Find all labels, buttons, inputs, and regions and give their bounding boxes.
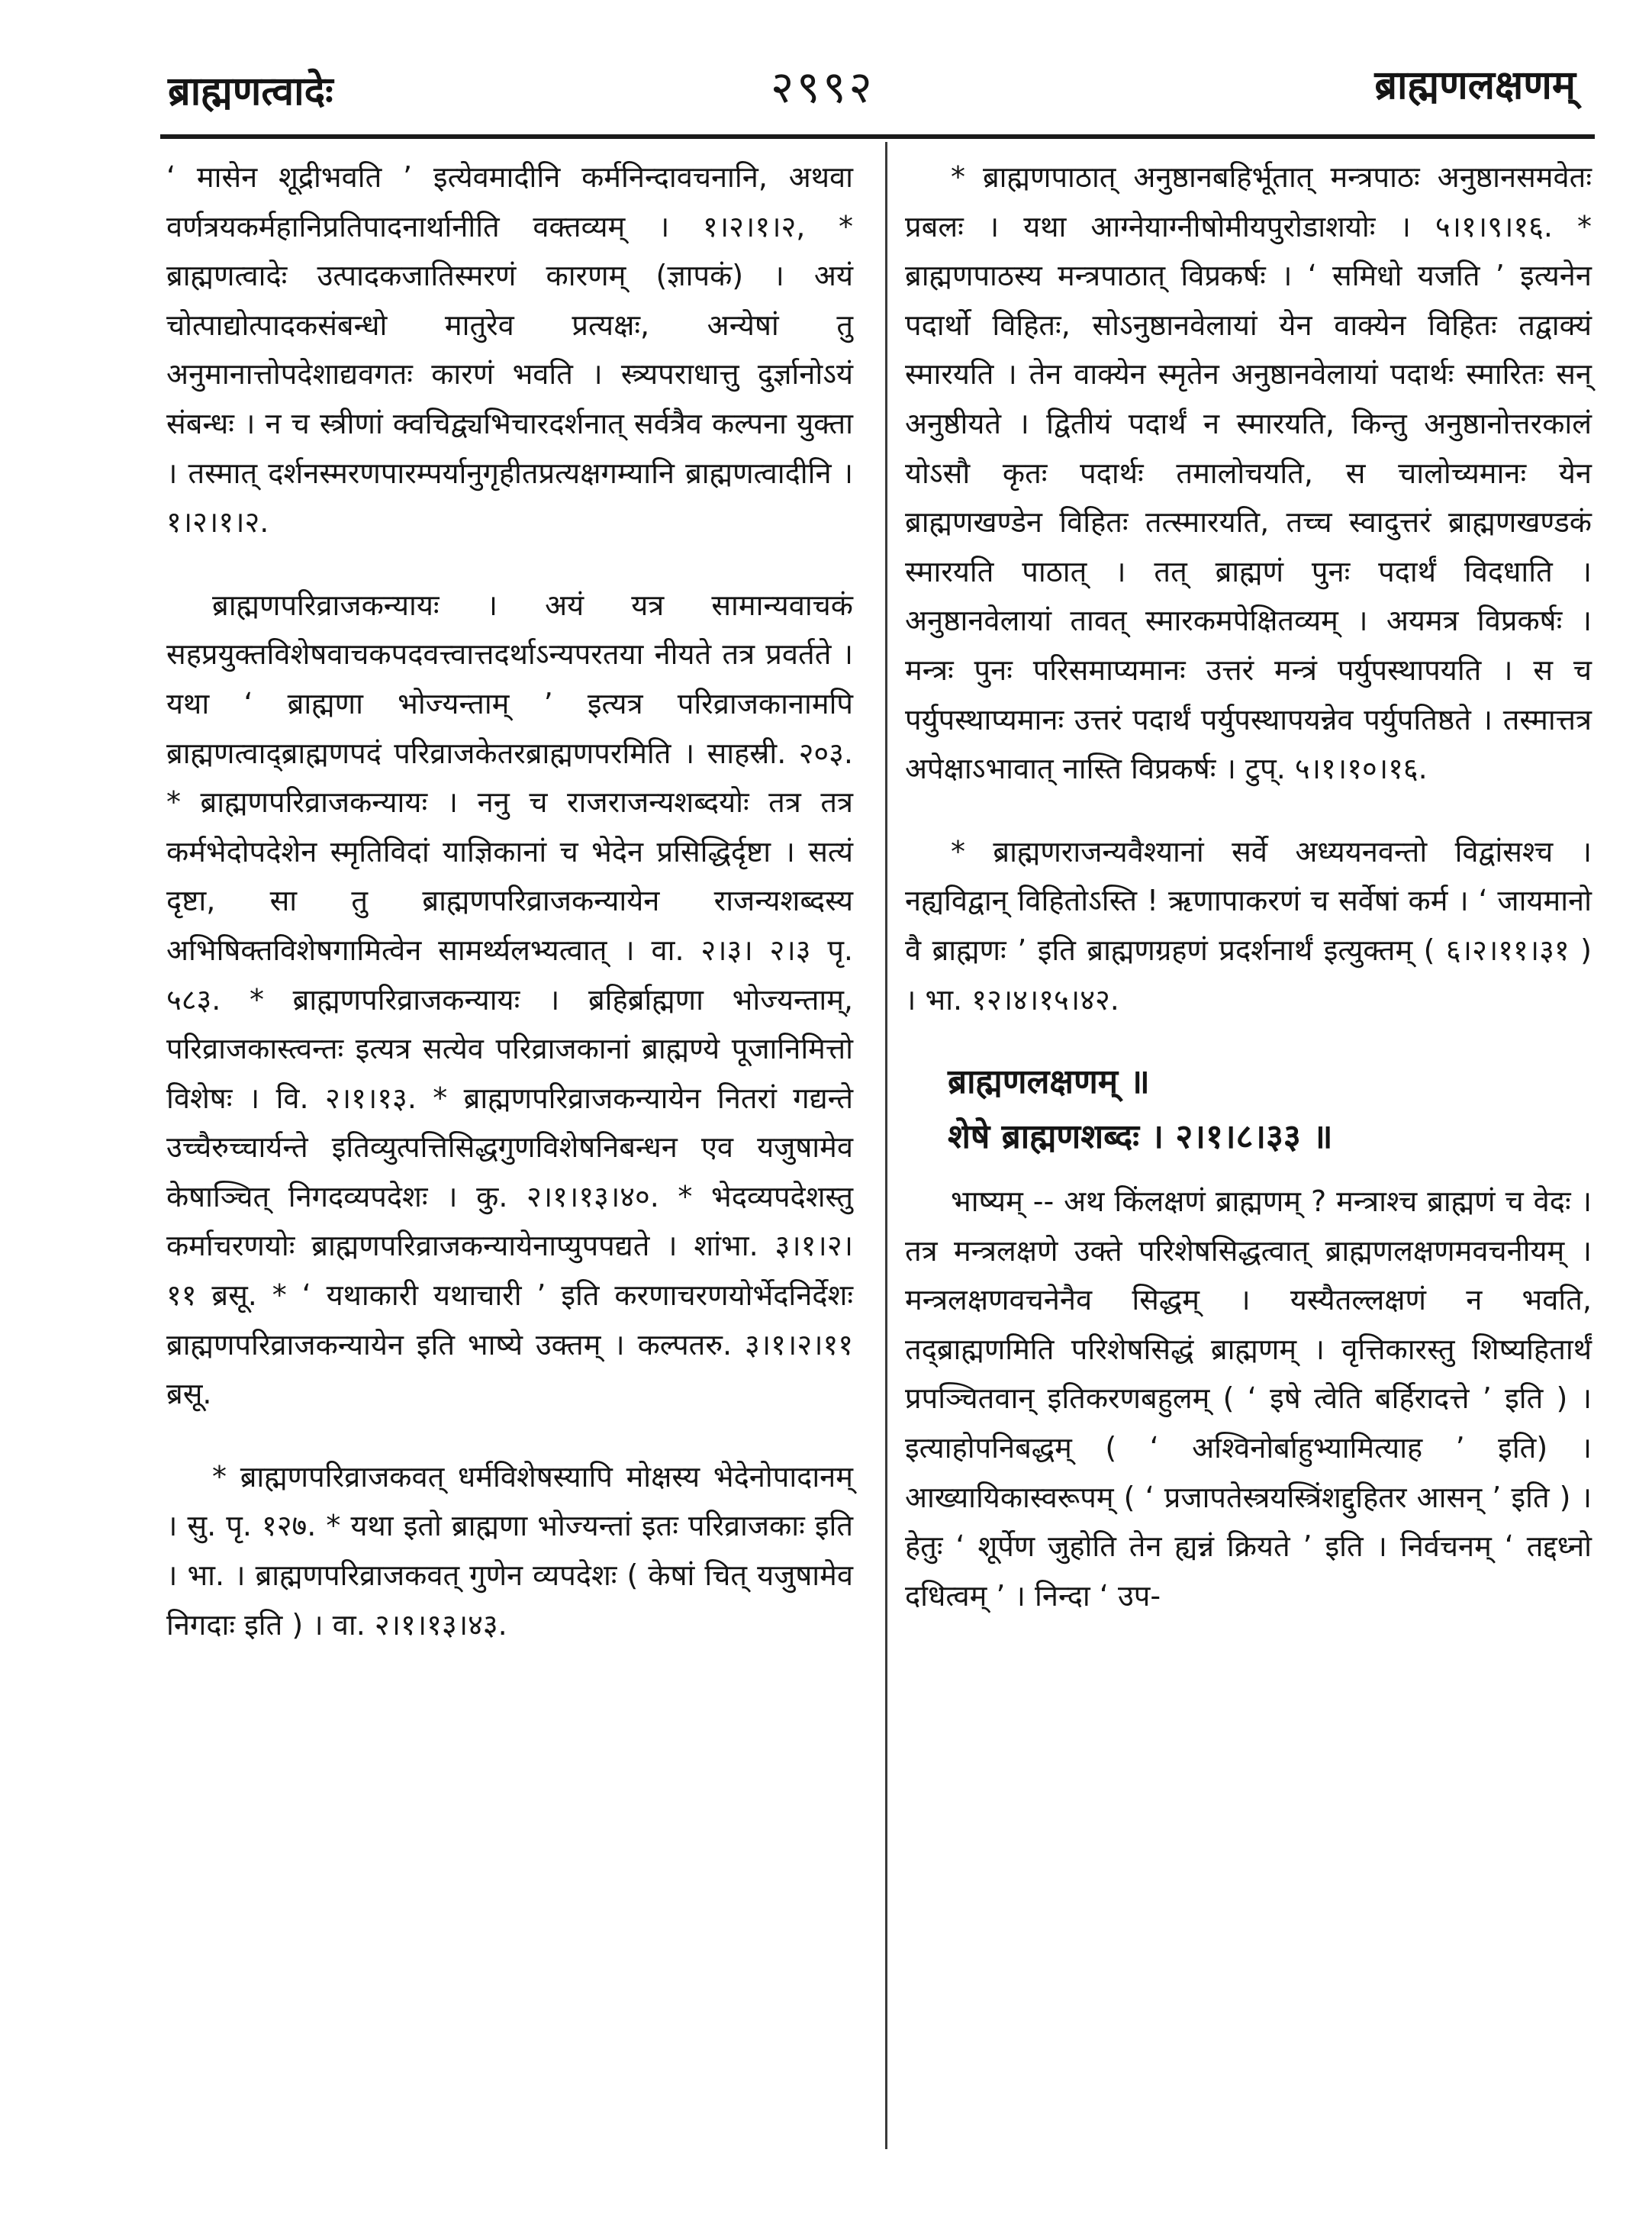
right-column bbox=[905, 153, 1592, 1620]
column-divider bbox=[885, 142, 887, 2149]
entry-brahmana-parivrajaka-nyaya: ब्राह्मणपरिव्राजकन्यायः । अयं यत्र सामान्यवाचकं सहप्रयुक्तविशेषवाचकपदवत्त्वात्तदर्थाऽन्यपरतया नीयते तत्र प्रवर्तते । यथा ‘ ब्राह्मणा भोज्यन्ताम् ’ इत्यत्र परिव्राजकानामपि ब्राह्मणत्वाद्ब्राह्मणपदं परिव्राजकेतरब्राह्मणपरमिति । साहस्री. २०३. * ब्राह्मणपरिव्राजकन्यायः । ननु च राजराजन्यशब्दयोः तत्र तत्र कर्मभेदोपदेशेन स्मृतिविदां याज्ञिकानां च भेदेन प्रसिद्धिर्दृष्टा । सत्यं दृष्टा, सा तु ब्राह्मणपरिव्राजकन्यायेन राजन्यशब्दस्य अभिषिक्तविशेषगामित्वेन सामर्थ्यलभ्यत्वात् । वा. २।३। २।३ पृ. ५८३. * ब्राह्मणपरिव्राजकन्यायः । ब्रहिर्ब्राह्मणा भोज्यन्ताम्, परिव्राजकास्त्वन्तः इत्यत्र सत्येव परिव्राजकानां ब्राह्मण्ये पूजानिमित्तो विशेषः । वि. २।१।१३. * ब्राह्मणपरिव्राजकन्यायेन नितरां गद्यन्ते उच्चैरुच्चार्यन्ते इतिव्युत्पत्तिसिद्धगुणविशेषनिबन्धन एव यजुषामेव केषाञ्चित् निगदव्यपदेशः । कु. २।१।१३।४०. * भेदव्यपदेशस्तु कर्माचरणयोः ब्राह्मणपरिव्राजकन्यायेनाप्युपपद्यते । शांभा. ३।१।२।११ ब्रसू. * ‘ यथाकारी यथाचारी ’ इति करणाचरणयोर्भेदनिर्देशः ब्राह्मणपरिव्राजकन्यायेन इति भाष्ये उक्तम् । कल्पतरु. ३।१।२।११ ब्रसू. bbox=[166, 588, 853, 1411]
bhashya-text: भाष्यम् -- अथ किंलक्षणं ब्राह्मणम् ? मन्त्राश्च ब्राह्मणं च वेदः । तत्र मन्त्रलक्षणे उक्ते परिशेषसिद्धत्वात् ब्राह्मणलक्षणमवचनीयम् । मन्त्रलक्षणवचनेनैव सिद्धम् । यस्यैतल्लक्षणं न भवति, तद्ब्राह्मणमिति परिशेषसिद्धं ब्राह्मणम् । वृत्तिकारस्तु शिष्यहितार्थं प्रपञ्चितवान् इतिकरणबहुलम् ( ‘ इषे त्वेति बर्हिरादत्ते ’ इति ) । इत्याहोपनिबद्धम् ( ‘ अश्विनोर्बाहुभ्यामित्याह ’ इति) । आख्यायिकास्वरूपम् ( ‘ प्रजापतेस्त्रयस्त्रिंशद्दुहितर आसन् ’ इति ) । हेतुः ‘ शूर्पेण जुहोति तेन ह्यन्नं क्रियते ’ इति । निर्वचनम् ‘ तद्दध्नो दधित्वम् ’ । निन्दा ‘ उप- bbox=[905, 1184, 1592, 1613]
running-head-left: ब्राह्मणत्वादेः bbox=[168, 69, 333, 114]
entry-brahmana-rajanya-vaishya: * ब्राह्मणराजन्यवैश्यानां सर्वे अध्ययनवन्तो विद्वांसश्च । नह्यविद्वान् विहितोऽस्ति ! ऋणापाकरणं च सर्वेषां कर्म । ‘ जायमानो वै ब्राह्मणः ’ इति ब्राह्मणग्रहणं प्रदर्शनार्थं इत्युक्तम् ( ६।२।११।३१ ) । भा. १२।४।१५।४२. bbox=[905, 834, 1592, 1017]
running-head-right: ब्राह्मणलक्षणम् bbox=[1374, 63, 1576, 108]
section-heading-brahmana-lakshanam: ब्राह्मणलक्षणम् ॥ bbox=[948, 1062, 1150, 1102]
left-column bbox=[166, 153, 853, 1649]
page-header bbox=[0, 0, 1652, 145]
entry-brahmanatvade: ‘ मासेन शूद्रीभवति ’ इत्येवमादीनि कर्मनिन्दावचनानि, अथवा वर्णत्रयकर्महानिप्रतिपादनार्थानीति वक्तव्यम् । १।२।१।२, * ब्राह्मणत्वादेः उत्पादकजातिस्मरणं कारणम् (ज्ञापकं) । अयं चोत्पाद्योत्पादकसंबन्धो मातुरेव प्रत्यक्षः, अन्येषां तु अनुमानात्तोपदेशाद्यवगतः कारणं भवति । स्त्र्यपराधात्तु दुर्ज्ञानोऽयं संबन्धः । न च स्त्रीणां क्वचिद्व्यभिचारदर्शनात् सर्वत्रैव कल्पना युक्ता । तस्मात् दर्शनस्मरणपारम्पर्यानुगृहीतप्रत्यक्षगम्यानि ब्राह्मणत्वादीनि । १।२।१।२. bbox=[166, 160, 853, 540]
entry-brahmana-pathat: * ब्राह्मणपाठात् अनुष्ठानबहिर्भूतात् मन्त्रपाठः अनुष्ठानसमवेतः प्रबलः । यथा आग्नेयाग्नीषोमीयपुरोडाशयोः । ५।१।९।१६. * ब्राह्मणपाठस्य मन्त्रपाठात् विप्रकर्षः । ‘ समिधो यजति ’ इत्यनेन पदार्थो विहितः, सोऽनुष्ठानवेलायां येन वाक्येन विहितः तद्वाक्यं स्मारयति । तेन वाक्येन स्मृतेन अनुष्ठानवेलायां पदार्थः स्मारितः सन् अनुष्ठीयते । द्वितीयं पदार्थं न स्मारयति, किन्तु अनुष्ठानोत्तरकालं योऽसौ कृतः पदार्थः तमालोचयति, स चालोच्यमानः येन ब्राह्मणखण्डेन विहितः तत्स्मारयति, तच्च स्वादुत्तरं ब्राह्मणखण्डकं स्मारयति पाठात् । तत् ब्राह्मणं पुनः पदार्थं विदधाति । अनुष्ठानवेलायां तावत् स्मारकमपेक्षितव्यम् । अयमत्र विप्रकर्षः । मन्त्रः पुनः परिसमाप्यमानः उत्तरं मन्त्रं पर्युपस्थापयति । स च पर्युपस्थाप्यमानः उत्तरं पदार्थं पर्युपस्थापयन्नेव पर्युपतिष्ठते । तस्मात्तत्र अपेक्षाऽभावात् नास्ति विप्रकर्षः । टुप्. ५।१।१०।१६. bbox=[905, 160, 1592, 786]
page-number: २९९२ bbox=[771, 61, 875, 113]
header-rule bbox=[160, 134, 1595, 139]
sutra-heading: शेषे ब्राह्मणशब्दः । २।१।८।३३ ॥ bbox=[948, 1117, 1333, 1157]
entry-brahmana-parivrajakavat: * ब्राह्मणपरिव्राजकवत् धर्मविशेषस्यापि मोक्षस्य भेदेनोपादानम् । सु. पृ. १२७. * यथा इतो ब्राह्मणा भोज्यन्तां इतः परिव्राजकाः इति । भा. । ब्राह्मणपरिव्राजकवत् गुणेन व्यपदेशः ( केषां चित् यजुषामेव निगदाः इति ) । वा. २।१।१३।४३. bbox=[166, 1459, 853, 1642]
